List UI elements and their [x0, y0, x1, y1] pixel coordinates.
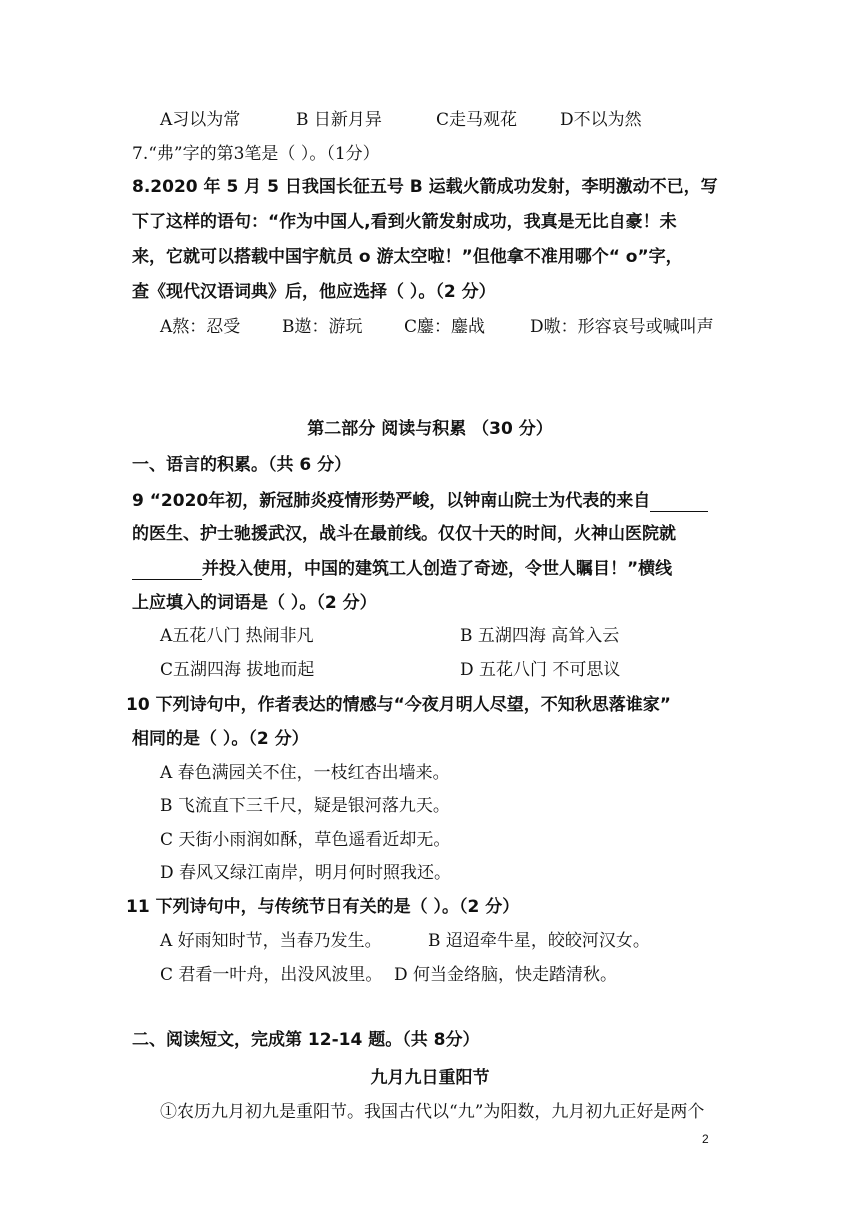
q6-option-b: B 日新月异	[296, 110, 382, 130]
q8-option-b: B遨：游玩	[282, 317, 363, 337]
page-number: 2	[702, 1132, 709, 1146]
part-2-title: 第二部分 阅读与积累 （30 分）	[307, 419, 553, 439]
q11-option-c: C 君看一叶舟，出没风波里。	[160, 965, 383, 985]
passage-paragraph-1: ①农历九月初九是重阳节。我国古代以“九”为阳数，九月初九正好是两个	[160, 1102, 705, 1122]
question-10-line-2: 相同的是（ ）。（2 分）	[132, 729, 309, 749]
q10-option-b: B 飞流直下三千尺，疑是银河落九天。	[160, 796, 450, 816]
answer-blank	[650, 493, 708, 512]
q11-option-b: B 迢迢牵牛星，皎皎河汉女。	[428, 931, 650, 951]
q8-option-a: A熬：忍受	[160, 317, 241, 337]
q11-option-d: D 何当金络脑，快走踏清秋。	[394, 965, 618, 985]
q6-option-d: D不以为然	[560, 110, 642, 130]
question-10-line-1: 10 下列诗句中，作者表达的情感与“今夜月明人尽望，不知秋思落谁家”	[126, 695, 671, 715]
q10-option-a: A 春色满园关不住，一枝红杏出墙来。	[160, 763, 450, 783]
question-9-text: 并投入使用，中国的建筑工人创造了奇迹，令世人瞩目！”横线	[202, 559, 673, 579]
q10-option-c: C 天街小雨润如酥，草色遥看近却无。	[160, 830, 451, 850]
q6-option-c: C走马观花	[436, 110, 518, 130]
question-8-line-1: 8.2020 年 5 月 5 日我国长征五号 B 运载火箭成功发射，李明激动不已，写	[132, 177, 718, 197]
question-8-line-4: 查《现代汉语词典》后，他应选择（ ）。（2 分）	[132, 282, 496, 302]
question-8-line-2: 下了这样的语句：“作为中国人,看到火箭发射成功，我真是无比自豪！未	[132, 212, 677, 232]
question-7: 7.“弗”字的第3笔是（ ）。（1分）	[132, 144, 380, 164]
section-1-title: 一、语言的积累。（共 6 分）	[132, 455, 352, 475]
q8-option-c: C鏖：鏖战	[404, 317, 486, 337]
question-9-text: 9 “2020年初，新冠肺炎疫情形势严峻，以钟南山院士为代表的来自	[132, 491, 651, 511]
q9-option-b: B 五湖四海 高耸入云	[460, 626, 620, 646]
question-9-line-1	[132, 490, 708, 512]
question-9-line-2: 的医生、护士驰援武汉，战斗在最前线。仅仅十天的时间，火神山医院就	[132, 524, 676, 544]
q8-option-d: D嗷：形容哀号或喊叫声	[530, 317, 714, 337]
q9-option-a: A五花八门 热闹非凡	[160, 626, 314, 646]
q9-option-c: C五湖四海 拔地而起	[160, 660, 315, 680]
question-11-line-1: 11 下列诗句中，与传统节日有关的是（ ）。（2 分）	[126, 897, 520, 917]
q9-option-d: D 五花八门 不可思议	[460, 660, 621, 680]
section-2-title: 二、阅读短文，完成第 12-14 题。（共 8分）	[132, 1030, 480, 1050]
q11-option-a: A 好雨知时节，当春乃发生。	[160, 931, 382, 951]
question-9-line-3	[132, 558, 672, 580]
question-9-line-4: 上应填入的词语是（ ）。（2 分）	[132, 593, 377, 613]
answer-blank	[132, 561, 202, 580]
q6-option-a: A习以为常	[160, 110, 241, 130]
passage-title: 九月九日重阳节	[370, 1068, 490, 1088]
q10-option-d: D 春风又绿江南岸，明月何时照我还。	[160, 863, 452, 883]
question-8-line-3: 来，它就可以搭载中国宇航员 o 游太空啦！”但他拿不准用哪个“ o”字，	[132, 247, 683, 267]
